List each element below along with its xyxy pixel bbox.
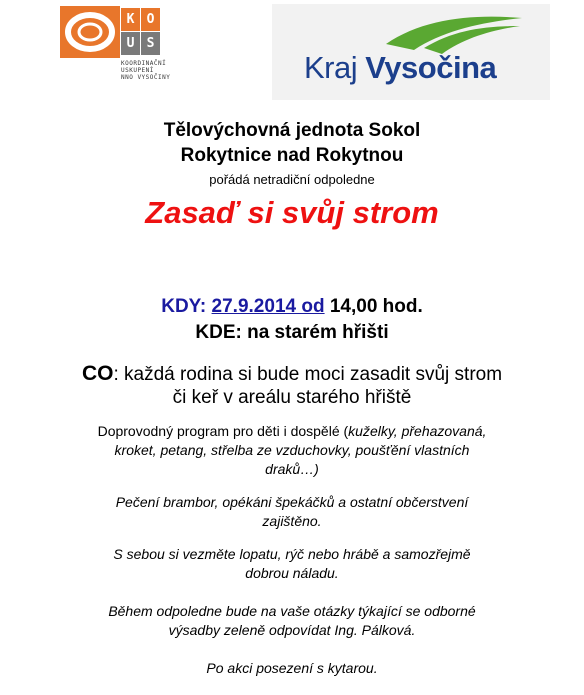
kous-subtitle-line: KOORDINAČNÍ: [121, 60, 167, 67]
when-line: [0, 296, 584, 318]
organizer-line-2: Rokytnice nad Rokytnou: [180, 145, 404, 166]
program-line-2: kroket, petang, střelba ze vzduchovky, poušťění vlastních: [114, 442, 470, 458]
program-line-3: draků…): [265, 461, 319, 477]
kraj-vysocina-logo: [272, 4, 550, 100]
kous-subtitle-line: USKUPENÍ: [121, 67, 154, 74]
what-line-1: [0, 362, 584, 386]
what-colon: :: [113, 364, 119, 385]
kous-ring-icon: [60, 6, 120, 58]
kous-letter-u: U: [121, 32, 141, 56]
kous-letter-k: K: [121, 8, 141, 32]
when-label: KDY:: [161, 296, 207, 317]
kous-subtitle-line: NNO VYSOČINY: [121, 74, 171, 81]
where-label: KDE:: [195, 322, 242, 343]
program-line-1: [0, 422, 584, 441]
event-title: Zasaď si svůj strom: [145, 195, 439, 230]
vysocina-word-vysocina: Vysočina: [365, 50, 497, 85]
kous-letter-o: O: [141, 8, 161, 32]
vysocina-word-kraj: Kraj: [304, 50, 358, 85]
vysocina-wordmark: [304, 50, 496, 86]
kous-subtitle: [121, 60, 171, 81]
organizer-line-1: Tělovýchovná jednota Sokol: [163, 120, 421, 141]
note-2-line-2: dobrou náladu.: [245, 565, 339, 581]
program-line-1-italic: kuželky, přehazovaná,: [348, 423, 487, 439]
presents-line: pořádá netradiční odpoledne: [209, 172, 375, 187]
note-1-line-2: zajištěno.: [262, 513, 322, 529]
when-time: 14,00 hod.: [329, 296, 423, 317]
when-date: 27.9.2014 od: [211, 296, 325, 317]
what-text-1: každá rodina si bude moci zasadit svůj strom: [124, 364, 503, 385]
kous-letter-s: S: [141, 32, 161, 56]
kous-logo: [60, 6, 171, 86]
program-line-1-prefix: Doprovodný program pro děti i dospělé (: [97, 423, 349, 439]
where-place: na starém hřišti: [247, 322, 389, 343]
where-line: [0, 322, 584, 344]
note-4-line-1: Po akci posezení s kytarou.: [206, 660, 378, 676]
what-line-2: či keř v areálu starého hřiště: [172, 387, 412, 408]
note-3-line-1: Během odpoledne bude na vaše otázky týkající se odborné: [108, 603, 476, 619]
note-1-line-1: Pečení brambor, opékáni špekáčků a ostatní občerstvení: [115, 494, 469, 510]
kous-letters: [121, 8, 161, 56]
what-label: CO: [81, 362, 114, 385]
note-2-line-1: S sebou si vezměte lopatu, rýč nebo hrábě a samozřejmě: [113, 546, 471, 562]
note-3-line-2: výsadby zeleně odpovídat Ing. Pálková.: [168, 622, 416, 638]
